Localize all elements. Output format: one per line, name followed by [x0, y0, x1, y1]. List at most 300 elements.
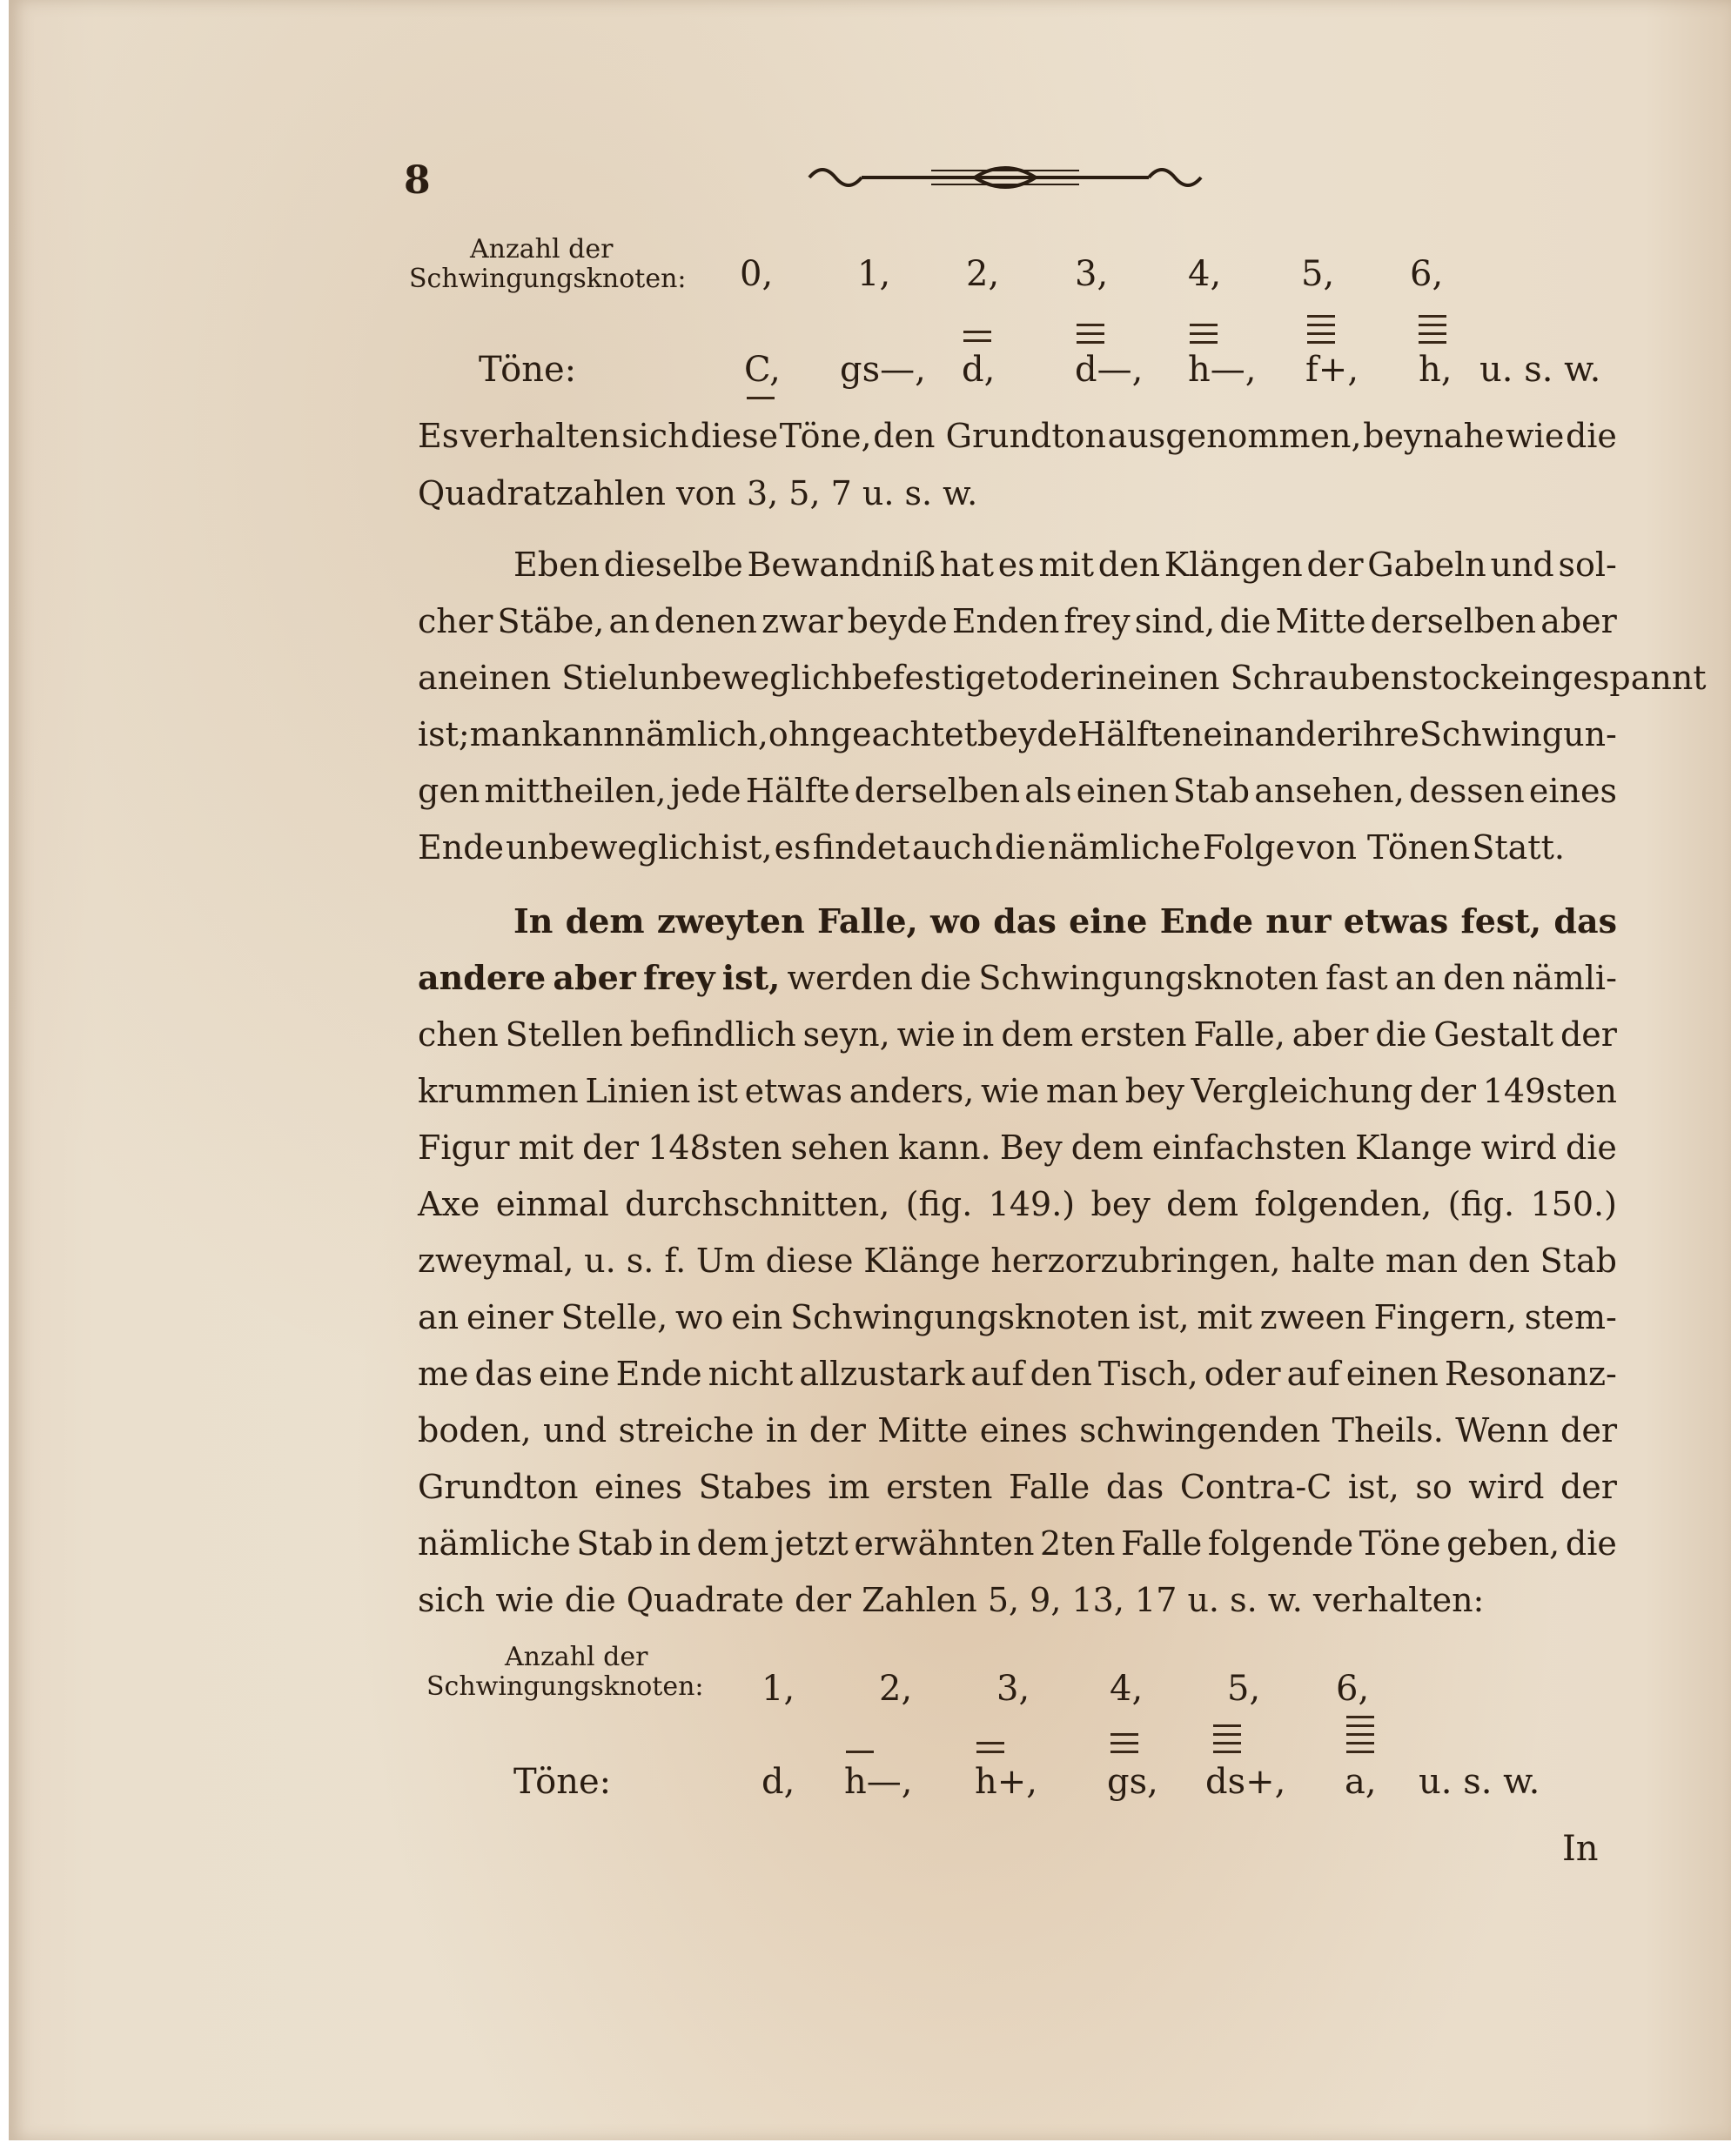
word: eines — [979, 1411, 1068, 1450]
octave-mark — [1077, 332, 1104, 335]
word: den Grundton — [873, 417, 1106, 455]
word: in — [1095, 659, 1128, 697]
word: Theils. — [1332, 1411, 1444, 1450]
word: diese — [765, 1242, 854, 1280]
page-number: 8 — [404, 158, 431, 203]
octave-mark — [1419, 332, 1446, 335]
word: wird — [1468, 1468, 1545, 1506]
header-ornament — [801, 155, 1210, 200]
word: der — [1560, 1468, 1617, 1506]
word: nämliche — [1047, 828, 1201, 867]
p3-line-9 — [418, 1355, 1617, 1393]
word: 149sten — [1482, 1072, 1617, 1110]
word: oder — [1204, 1355, 1281, 1393]
word: denen — [654, 602, 757, 640]
word: Linien — [585, 1072, 691, 1110]
p2-line-2 — [418, 602, 1617, 640]
p3-line-2 — [418, 958, 1617, 997]
octave-mark — [747, 397, 775, 399]
p3-line-11 — [418, 1468, 1617, 1506]
word: Um — [695, 1242, 755, 1280]
table1-header — [409, 235, 696, 294]
word: an — [418, 659, 460, 697]
octave-mark — [1419, 315, 1446, 318]
word: sehen — [790, 1128, 889, 1167]
node-1: 1, — [857, 254, 891, 294]
word: in — [659, 1524, 691, 1563]
word: aber — [1540, 602, 1617, 640]
word: me — [418, 1355, 469, 1393]
word: jede — [670, 772, 741, 810]
node2-3: 3, — [996, 1669, 1030, 1709]
word: etwas — [1343, 901, 1449, 941]
tone2-4: ds+, — [1205, 1762, 1286, 1802]
word: Schwingungsknoten — [978, 959, 1318, 997]
word: den — [1030, 1355, 1092, 1393]
p2-line-1 — [513, 546, 1617, 584]
word: halte — [1291, 1242, 1376, 1280]
word: ist — [697, 1072, 738, 1110]
word: wie — [896, 1015, 956, 1054]
word: Stabes — [698, 1468, 812, 1506]
word: 148sten — [647, 1128, 782, 1167]
word: Gabeln — [1367, 546, 1486, 584]
word: wo — [674, 1298, 724, 1336]
word: Ende — [1159, 901, 1254, 941]
word: Enden — [951, 602, 1060, 640]
word: Stab — [1540, 1242, 1617, 1280]
word: auf — [1286, 1355, 1340, 1393]
tones2-tail: u. s. w. — [1419, 1762, 1540, 1802]
p3-line-8 — [418, 1298, 1617, 1336]
word: In — [513, 901, 554, 941]
word: es — [997, 546, 1035, 584]
p2-line-3 — [418, 659, 1707, 697]
p1-line-2 — [418, 474, 1617, 512]
word: einfachsten — [1151, 1128, 1347, 1167]
word: anders, — [849, 1072, 975, 1110]
octave-mark — [1110, 1751, 1138, 1753]
word: dem — [1070, 1128, 1144, 1167]
word: findet — [812, 828, 910, 867]
word: beynahe — [1363, 417, 1505, 455]
word: beyde — [976, 715, 1078, 753]
octave-mark — [1419, 341, 1446, 344]
tone-2: d, — [962, 350, 996, 390]
word: der — [1306, 546, 1364, 584]
word: dem — [1001, 1015, 1074, 1054]
node-5: 5, — [1301, 254, 1335, 294]
word: das — [993, 901, 1057, 941]
word: ist, — [1137, 1298, 1190, 1336]
word: ist, — [1347, 1468, 1399, 1506]
p3-line-1 — [513, 901, 1617, 941]
octave-mark — [976, 1751, 1004, 1753]
word: ihre — [1352, 715, 1419, 753]
word: Falle — [1121, 1524, 1203, 1563]
octave-mark — [1213, 1742, 1241, 1744]
word: einen Stiel — [459, 659, 639, 697]
octave-mark — [976, 1742, 1004, 1744]
word: die — [1565, 1128, 1617, 1167]
line-text: sich wie die Quadrate der Zahlen 5, 9, 13, 17 u. s. w. verhalten: — [418, 1581, 1485, 1619]
word: der — [808, 1411, 866, 1450]
word: nicht — [708, 1355, 794, 1393]
word: 149.) — [988, 1185, 1076, 1223]
word: 2ten — [1040, 1524, 1116, 1563]
word: herzorzubringen, — [990, 1242, 1281, 1280]
word: einer — [466, 1298, 554, 1336]
p3-line-4 — [418, 1072, 1617, 1110]
octave-mark — [1346, 1742, 1374, 1744]
word: Stab — [1172, 772, 1251, 810]
word: mit — [1038, 546, 1094, 584]
word: ist; — [418, 715, 470, 753]
word: wo — [929, 901, 982, 941]
octave-mark — [1307, 324, 1335, 326]
word: geben, — [1446, 1524, 1560, 1563]
word: unbeweglich — [506, 828, 720, 867]
word: Statt. — [1472, 828, 1565, 867]
p3-line-12 — [418, 1524, 1617, 1563]
word: eine — [1069, 901, 1148, 941]
word: unbeweglich — [638, 659, 852, 697]
word: das — [1553, 901, 1617, 941]
octave-mark — [1307, 332, 1335, 335]
table2-header — [426, 1643, 722, 1702]
word: der — [582, 1128, 640, 1167]
octave-mark — [1419, 324, 1446, 326]
word: mit — [518, 1128, 574, 1167]
word: und — [1490, 546, 1554, 584]
octave-mark — [1346, 1724, 1374, 1727]
word: dem — [696, 1524, 769, 1563]
word: zweyten — [656, 901, 805, 941]
word: eines — [594, 1468, 683, 1506]
octave-mark — [1190, 341, 1218, 344]
word: verhalten — [460, 417, 621, 455]
word: etwas — [744, 1072, 843, 1110]
word: Wenn — [1455, 1411, 1549, 1450]
word: Klänge — [863, 1242, 981, 1280]
node2-1: 1, — [762, 1669, 795, 1709]
word: erwähnten — [854, 1524, 1035, 1563]
node2-6: 6, — [1336, 1669, 1370, 1709]
word: kann — [541, 715, 625, 753]
word: Ende — [615, 1355, 702, 1393]
octave-mark — [1307, 315, 1335, 318]
word: Falle, — [816, 901, 918, 941]
word: streiche — [618, 1411, 755, 1450]
word: aber — [553, 958, 636, 997]
p3-line-6 — [418, 1185, 1617, 1223]
octave-mark — [1346, 1716, 1374, 1718]
node-2: 2, — [966, 254, 1000, 294]
word: sich — [621, 417, 689, 455]
word: nämliche — [418, 1524, 571, 1563]
word: Tisch, — [1097, 1355, 1198, 1393]
word: sol- — [1558, 546, 1617, 584]
p3-line-5 — [418, 1128, 1617, 1167]
word: nur — [1265, 901, 1332, 941]
word: ansehen, — [1254, 772, 1405, 810]
octave-mark — [1190, 332, 1218, 335]
word: Hälfte — [745, 772, 850, 810]
word: aber — [1292, 1015, 1369, 1054]
table1-header-line1: Anzahl der — [470, 234, 614, 264]
word: cher — [418, 602, 493, 640]
word: das — [1105, 1468, 1164, 1506]
word: eines — [1528, 772, 1617, 810]
word: dem — [565, 901, 645, 941]
word: sind, — [1134, 602, 1216, 640]
p1-line-1 — [418, 417, 1617, 455]
word: Axe — [418, 1185, 480, 1223]
word: dieselbe — [603, 546, 743, 584]
word: Falle, — [1193, 1015, 1285, 1054]
tone2-2: h+, — [975, 1762, 1037, 1802]
word: ist, — [721, 828, 773, 867]
octave-mark — [1077, 341, 1104, 344]
word: an — [608, 602, 650, 640]
word: das — [474, 1355, 533, 1393]
word: (fig. — [1447, 1185, 1515, 1223]
word: werden — [787, 959, 913, 997]
word: die — [920, 959, 972, 997]
word: an — [418, 1298, 460, 1336]
word: die — [1565, 417, 1617, 455]
word: die — [994, 828, 1046, 867]
node2-5: 5, — [1227, 1669, 1261, 1709]
p3-line-13 — [418, 1581, 1617, 1619]
node-3: 3, — [1075, 254, 1109, 294]
word: Contra-C — [1179, 1468, 1332, 1506]
octave-mark — [1110, 1742, 1138, 1744]
word: Fingern, — [1373, 1298, 1517, 1336]
word: kann. — [898, 1128, 991, 1167]
word: eine — [539, 1355, 610, 1393]
word: man — [1385, 1242, 1459, 1280]
word: jetzt — [774, 1524, 849, 1563]
word: die — [1565, 1524, 1617, 1563]
word: Ende — [418, 828, 505, 867]
word: zwar — [762, 602, 843, 640]
node-4: 4, — [1188, 254, 1222, 294]
word: man — [1045, 1072, 1119, 1110]
octave-mark — [1110, 1733, 1138, 1736]
word: ohngeachtet — [768, 715, 977, 753]
word: ist, — [721, 958, 781, 997]
word: nämlich, — [624, 715, 768, 753]
node-6: 6, — [1410, 254, 1444, 294]
word: der — [1419, 1072, 1477, 1110]
word: chen — [418, 1015, 499, 1054]
word: oder — [1018, 659, 1096, 697]
tone2-3: gs, — [1107, 1762, 1158, 1802]
word: boden, — [418, 1411, 532, 1450]
word: befestiget — [851, 659, 1019, 697]
word: folgenden, — [1254, 1185, 1432, 1223]
word: den — [1467, 1242, 1530, 1280]
table2-header-line1: Anzahl der — [505, 1642, 648, 1672]
word: durchschnitten, — [625, 1185, 890, 1223]
word: Bewandniß — [747, 546, 936, 584]
word: Schwingun- — [1419, 715, 1617, 753]
word: man — [469, 715, 542, 753]
octave-mark — [1346, 1751, 1374, 1753]
word: allzustark — [799, 1355, 965, 1393]
word: (fig. — [905, 1185, 973, 1223]
word: derselben — [854, 772, 1021, 810]
node2-4: 4, — [1110, 1669, 1144, 1709]
word: befindlich — [629, 1015, 796, 1054]
p2-line-4 — [418, 715, 1617, 753]
book-page — [9, 0, 1731, 2140]
word: seyn, — [802, 1015, 890, 1054]
word: im — [828, 1468, 870, 1506]
tones2-label: Töne: — [513, 1762, 612, 1802]
tone-4: h—, — [1188, 350, 1257, 390]
word: Töne — [1359, 1524, 1441, 1563]
word: Hälften — [1077, 715, 1204, 753]
p3-line-7 — [418, 1242, 1617, 1280]
tone-1: gs—, — [840, 350, 926, 390]
word: und — [542, 1411, 607, 1450]
word: einen Schraubenstock — [1127, 659, 1500, 697]
word: zweymal, — [418, 1242, 574, 1280]
word: Falle — [1009, 1468, 1090, 1506]
word: hat — [939, 546, 995, 584]
word: von Tönen — [1297, 828, 1471, 867]
word: Stab — [576, 1524, 654, 1563]
word: bey — [1090, 1185, 1151, 1223]
word: in — [962, 1015, 995, 1054]
word: Schwingungsknoten — [790, 1298, 1131, 1336]
word: beyde — [847, 602, 948, 640]
tone-0: C, — [744, 350, 781, 390]
word: ausgenommen, — [1107, 417, 1362, 455]
word: Stelle, — [560, 1298, 668, 1336]
word: Klängen — [1164, 546, 1303, 584]
tones-tail: u. s. w. — [1479, 350, 1601, 390]
word: folgende — [1207, 1524, 1354, 1563]
word: frey — [1063, 602, 1131, 640]
word: Resonanz- — [1444, 1355, 1617, 1393]
octave-mark — [1307, 341, 1335, 344]
node-0: 0, — [740, 254, 774, 294]
word: ein — [731, 1298, 783, 1336]
word: krummen — [418, 1072, 579, 1110]
word: zween — [1259, 1298, 1366, 1336]
word: einen — [1076, 772, 1169, 810]
octave-mark — [963, 339, 991, 342]
word: die — [1375, 1015, 1427, 1054]
word: 150.) — [1530, 1185, 1617, 1223]
word: ersten — [1080, 1015, 1187, 1054]
word: fest, — [1460, 901, 1542, 941]
node2-2: 2, — [879, 1669, 913, 1709]
word: Stäbe, — [497, 602, 605, 640]
word: gen — [418, 772, 480, 810]
word: es — [774, 828, 811, 867]
word: bey — [1124, 1072, 1184, 1110]
word: der — [1560, 1411, 1617, 1450]
catchword: In — [1562, 1829, 1599, 1869]
word: den — [1097, 546, 1161, 584]
word: mittheilen, — [484, 772, 667, 810]
word: fast — [1325, 959, 1388, 997]
tones-label: Töne: — [479, 350, 577, 390]
word: einander — [1203, 715, 1352, 753]
word: Mitte — [877, 1411, 969, 1450]
word: so — [1415, 1468, 1453, 1506]
word: den — [1443, 959, 1506, 997]
octave-mark — [846, 1751, 874, 1753]
tone2-1: h—, — [844, 1762, 913, 1802]
tone2-5: a, — [1345, 1762, 1377, 1802]
word: Bey — [999, 1128, 1063, 1167]
octave-mark — [1190, 324, 1218, 326]
octave-mark — [1213, 1724, 1241, 1727]
word: Mitte — [1275, 602, 1366, 640]
p2-line-6 — [418, 828, 1565, 867]
table2-header-line2: Schwingungsknoten: — [426, 1671, 704, 1702]
table1-header-line2: Schwingungsknoten: — [409, 264, 687, 294]
word: Grundton — [418, 1468, 579, 1506]
word: dessen — [1408, 772, 1525, 810]
tone-3: d—, — [1075, 350, 1144, 390]
line-text: Quadratzahlen von 3, 5, 7 u. s. w. — [418, 474, 978, 512]
p3-line-3 — [418, 1015, 1617, 1054]
p2-line-5 — [418, 772, 1617, 810]
word: Vergleichung — [1191, 1072, 1413, 1110]
word: stem- — [1524, 1298, 1617, 1336]
word: Es — [418, 417, 460, 455]
octave-mark — [1213, 1751, 1241, 1753]
word: Stellen — [505, 1015, 623, 1054]
word: wie — [1506, 417, 1565, 455]
word: derselben — [1370, 602, 1537, 640]
word: schwingenden — [1079, 1411, 1321, 1450]
word: einmal — [495, 1185, 609, 1223]
word: als — [1024, 772, 1072, 810]
word: einen — [1345, 1355, 1439, 1393]
tone-6: h, — [1419, 350, 1453, 390]
word: auch — [911, 828, 993, 867]
word: Klange — [1355, 1128, 1473, 1167]
octave-mark — [1213, 1733, 1241, 1736]
tone2-0: d, — [762, 1762, 795, 1802]
word: Folge — [1202, 828, 1295, 867]
word: u. s. f. — [584, 1242, 687, 1280]
word: wird — [1480, 1128, 1557, 1167]
word: an — [1394, 959, 1436, 997]
word: die — [1219, 602, 1271, 640]
word: eingespannt — [1500, 659, 1707, 697]
word: auf — [970, 1355, 1024, 1393]
word: andere — [418, 958, 547, 997]
word: Gestalt — [1433, 1015, 1554, 1054]
word: wie — [981, 1072, 1040, 1110]
word: frey — [642, 958, 715, 997]
tone-5: f+, — [1305, 350, 1359, 390]
p3-line-10 — [418, 1411, 1617, 1450]
word: Eben — [513, 546, 600, 584]
word: ersten — [886, 1468, 993, 1506]
word: nämli- — [1512, 959, 1617, 997]
word: Figur — [418, 1128, 510, 1167]
word: der — [1560, 1015, 1617, 1054]
